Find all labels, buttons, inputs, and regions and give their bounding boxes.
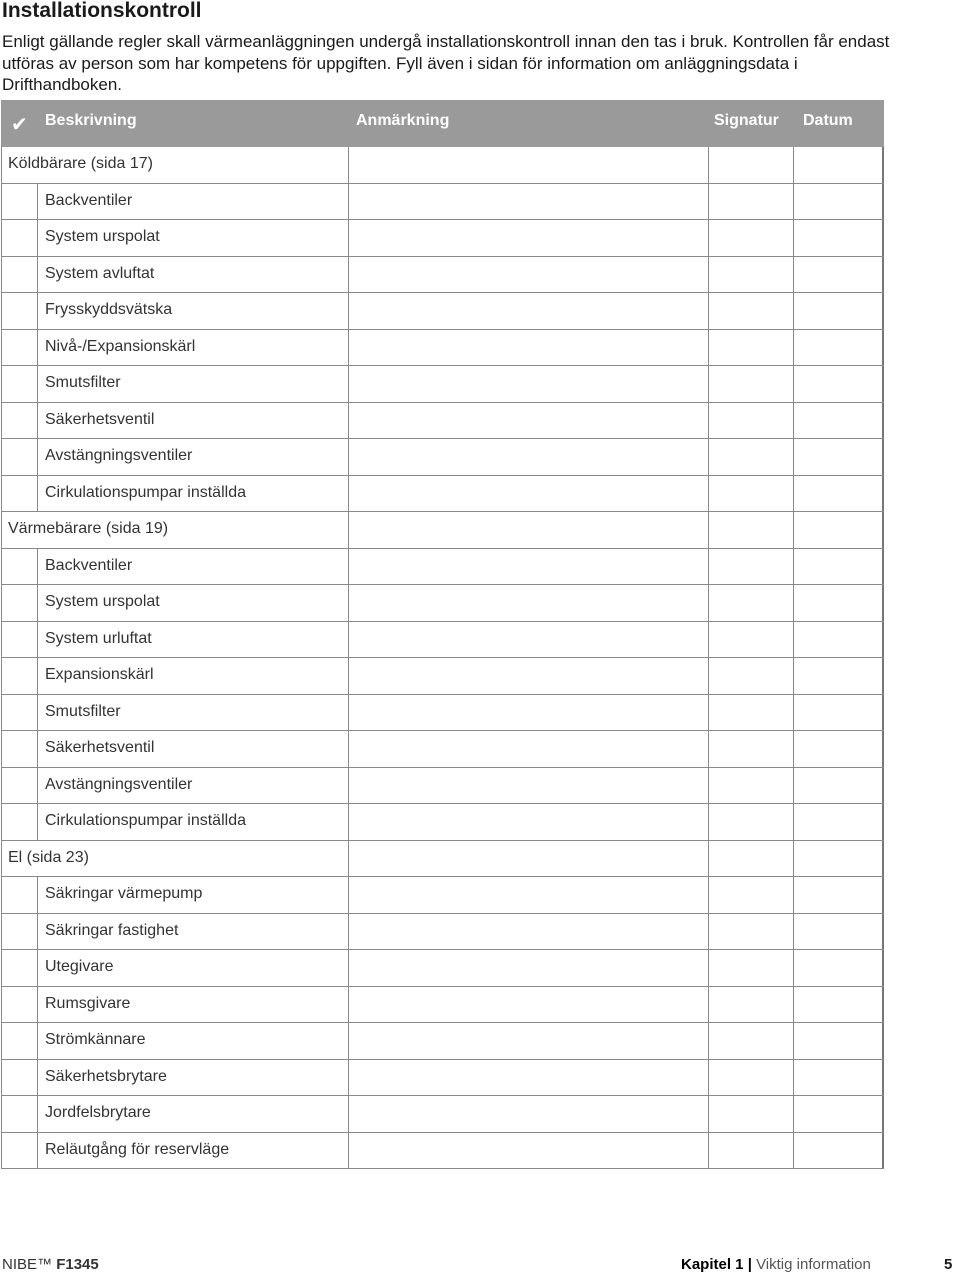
item-label: Säkerhetsbrytare — [45, 1067, 167, 1085]
chapter-separator: | — [747, 1256, 752, 1273]
brand-name: NIBE™ — [2, 1256, 53, 1273]
chapter-label: Kapitel 1 — [681, 1256, 744, 1273]
chapter-topic: Viktig information — [756, 1256, 871, 1273]
check-cell[interactable] — [37, 987, 38, 1023]
section-label: Köldbärare (sida 17) — [8, 155, 153, 172]
item-label: Jordfelsbrytare — [45, 1104, 151, 1121]
item-label: Reläutgång för reservläge — [45, 1140, 230, 1158]
model-name: F1345 — [56, 1256, 99, 1273]
item-label: Cirkulationspumpar inställda — [45, 483, 246, 501]
item-label: Rumsgivare — [45, 994, 131, 1012]
check-cell[interactable] — [37, 549, 38, 585]
check-cell[interactable] — [37, 877, 38, 913]
check-cell[interactable] — [37, 804, 38, 840]
item-label: Avstängningsventiler — [45, 775, 193, 793]
check-cell[interactable] — [37, 439, 38, 475]
section-row — [1, 512, 884, 549]
table-row — [1, 257, 884, 294]
table-row — [1, 658, 884, 695]
table-row — [1, 366, 884, 403]
table-row — [1, 950, 884, 987]
check-cell[interactable] — [37, 1060, 38, 1096]
table-row — [1, 695, 884, 732]
check-cell[interactable] — [37, 950, 38, 986]
item-label: System avluftat — [45, 264, 155, 282]
item-label: Expansionskärl — [45, 666, 154, 683]
check-cell[interactable] — [37, 1023, 38, 1059]
table-row — [1, 330, 884, 367]
header-remark: Anmärkning — [356, 112, 450, 129]
table-row — [1, 1060, 884, 1097]
table-row — [1, 804, 884, 841]
table-row — [1, 877, 884, 914]
section-label: El (sida 23) — [8, 848, 89, 866]
check-cell[interactable] — [37, 731, 38, 767]
item-label: System urspolat — [45, 228, 160, 245]
item-label: Säkerhetsventil — [45, 410, 155, 428]
check-cell[interactable] — [37, 1096, 38, 1132]
footer-brand — [2, 1256, 99, 1273]
footer-chapter — [681, 1256, 871, 1273]
table-row — [1, 731, 884, 768]
header-date: Datum — [803, 112, 853, 129]
item-label: Avstängningsventiler — [45, 447, 193, 464]
item-label: Smutsfilter — [45, 702, 121, 720]
table-row — [1, 768, 884, 805]
item-label: Frysskyddsvätska — [45, 301, 173, 318]
item-label: Nivå-/Expansionskärl — [45, 337, 196, 355]
item-label: System urluftat — [45, 629, 152, 647]
check-cell[interactable] — [37, 366, 38, 402]
item-label: Säkringar värmepump — [45, 885, 203, 902]
header-description: Beskrivning — [45, 112, 137, 129]
table-row — [1, 293, 884, 330]
check-cell[interactable] — [37, 1133, 38, 1169]
check-cell[interactable] — [37, 622, 38, 658]
page-title: Installationskontroll — [2, 0, 202, 22]
table-row — [1, 476, 884, 513]
section-row — [1, 841, 884, 878]
item-label: Säkringar fastighet — [45, 921, 179, 939]
check-cell[interactable] — [37, 257, 38, 293]
check-cell[interactable] — [37, 768, 38, 804]
check-cell[interactable] — [37, 220, 38, 256]
page-number: 5 — [944, 1256, 953, 1273]
check-cell[interactable] — [37, 330, 38, 366]
item-label: System urspolat — [45, 593, 160, 610]
section-row — [1, 147, 884, 184]
header-signature: Signatur — [714, 112, 779, 129]
item-label: Smutsfilter — [45, 374, 121, 391]
item-label: Backventiler — [45, 191, 133, 209]
check-cell[interactable] — [37, 184, 38, 220]
item-label: Cirkulationspumpar inställda — [45, 812, 246, 829]
section-label: Värmebärare (sida 19) — [8, 520, 169, 537]
check-cell[interactable] — [37, 585, 38, 621]
check-cell[interactable] — [37, 695, 38, 731]
item-label: Utegivare — [45, 958, 114, 975]
table-row — [1, 1023, 884, 1060]
table-row — [1, 1096, 884, 1133]
check-cell[interactable] — [37, 914, 38, 950]
item-label: Backventiler — [45, 556, 133, 574]
table-row — [1, 914, 884, 951]
table-row — [1, 987, 884, 1024]
item-label: Strömkännare — [45, 1031, 146, 1048]
table-row — [1, 1133, 884, 1170]
check-cell[interactable] — [37, 658, 38, 694]
intro-paragraph: Enligt gällande regler skall värmeanläggningen undergå installationskontroll innan den tas i bruk. Kontrollen får endast utföras av person som har kompetens för uppgiften. Fyll även i sidan för information om anläggningsdata i Drifthandboken. — [2, 32, 890, 94]
table-row — [1, 549, 884, 586]
table-row — [1, 585, 884, 622]
table-row — [1, 220, 884, 257]
check-cell[interactable] — [37, 476, 38, 512]
table-row — [1, 403, 884, 440]
table-body — [1, 147, 884, 1169]
table-row — [1, 184, 884, 221]
table-row — [1, 439, 884, 476]
check-cell[interactable] — [37, 403, 38, 439]
check-cell[interactable] — [37, 293, 38, 329]
checkmark-icon: ✔ — [11, 114, 28, 136]
item-label: Säkerhetsventil — [45, 739, 155, 756]
checklist-table — [1, 100, 884, 1169]
table-row — [1, 622, 884, 659]
table-header — [1, 100, 884, 147]
